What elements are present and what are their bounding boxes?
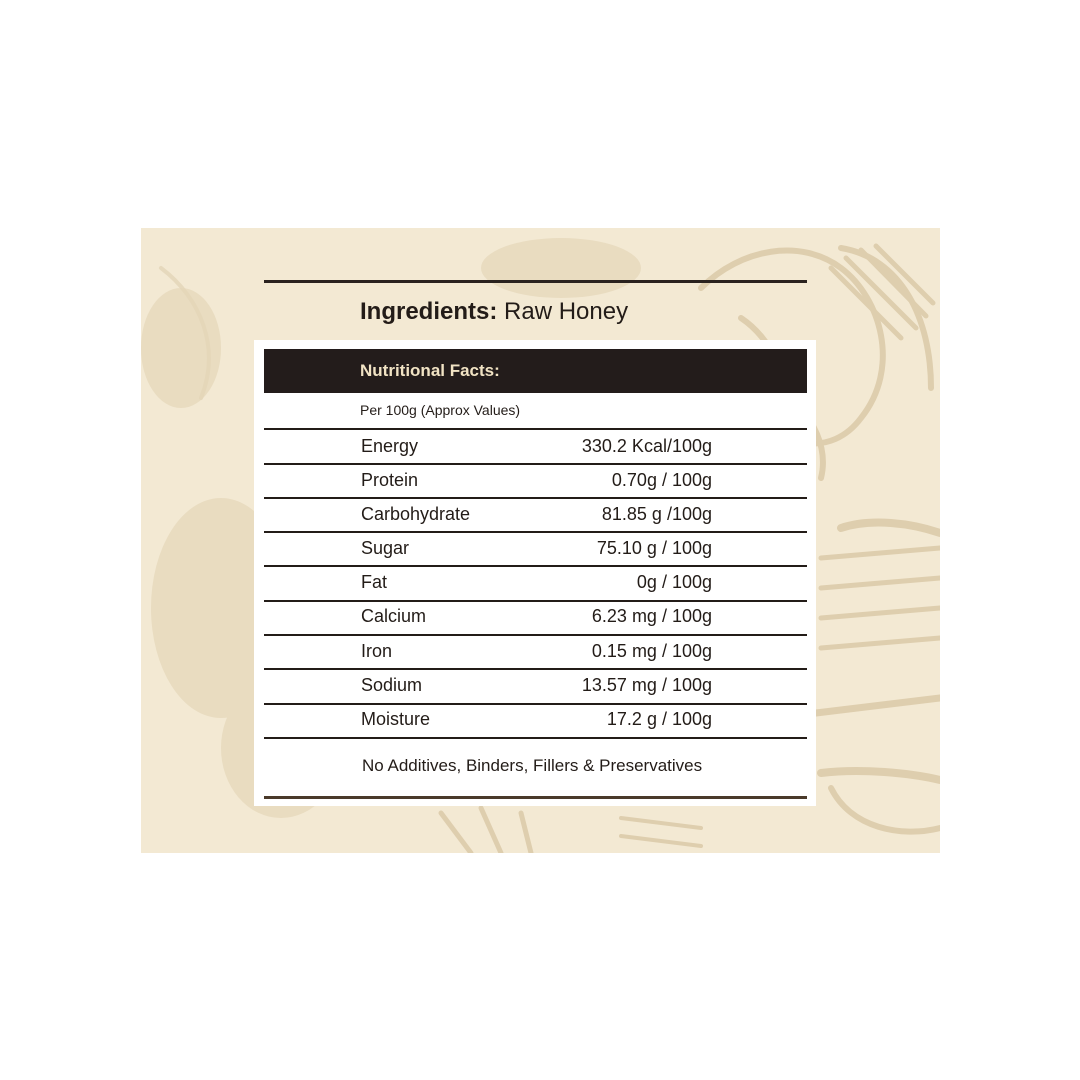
row-name-calcium: Calcium	[361, 606, 427, 626]
row-value-sugar: 75.10 g / 100g	[596, 538, 712, 558]
nutrition-header-band	[264, 349, 807, 393]
row-name-fat: Fat	[361, 572, 388, 592]
ingredients-value: Raw Honey	[497, 298, 629, 325]
row-divider	[264, 600, 807, 602]
bottom-divider	[264, 796, 807, 799]
row-name-energy: Energy	[361, 436, 419, 456]
nutrition-title: Nutritional Facts:	[360, 361, 500, 380]
top-divider	[264, 280, 807, 283]
row-divider	[264, 703, 807, 705]
row-value-iron: 0.15 mg / 100g	[591, 641, 712, 661]
row-name-moisture: Moisture	[361, 709, 431, 729]
row-divider	[264, 634, 807, 636]
row-value-energy: 330.2 Kcal/100g	[581, 436, 712, 456]
row-value-sodium: 13.57 mg / 100g	[581, 675, 712, 695]
row-name-iron: Iron	[361, 641, 393, 661]
row-name-sugar: Sugar	[361, 538, 410, 558]
row-value-protein: 0.70g / 100g	[611, 470, 712, 490]
serving-basis: Per 100g (Approx Values)	[360, 402, 521, 418]
ingredients-line	[360, 298, 628, 326]
row-value-carbohydrate: 81.85 g /100g	[601, 504, 712, 524]
row-divider	[264, 737, 807, 739]
row-divider	[264, 497, 807, 499]
row-value-fat: 0g / 100g	[636, 572, 712, 592]
row-divider	[264, 463, 807, 465]
row-divider	[264, 428, 807, 430]
row-name-sodium: Sodium	[361, 675, 423, 695]
ingredients-label: Ingredients:	[360, 298, 498, 325]
row-divider	[264, 565, 807, 567]
row-name-carbohydrate: Carbohydrate	[361, 504, 471, 524]
row-value-moisture: 17.2 g / 100g	[606, 709, 712, 729]
no-additives-note: No Additives, Binders, Fillers & Preservatives	[362, 756, 703, 775]
row-value-calcium: 6.23 mg / 100g	[591, 606, 712, 626]
row-divider	[264, 531, 807, 533]
row-name-protein: Protein	[361, 470, 419, 490]
row-divider	[264, 668, 807, 670]
